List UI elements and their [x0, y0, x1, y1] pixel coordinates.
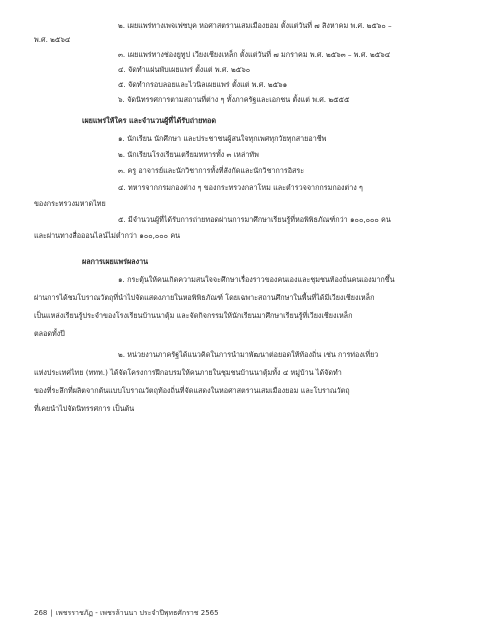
result-2-line-4: ที่เคยนำไปจัดนิทรรศการ เป็นต้น	[34, 404, 135, 413]
result-1-line-1: ๑. กระตุ้นให้คนเกิดความสนใจจะศึกษาเรื่องราวของคนเองและชุมชนท้องถิ่นคนเองมากขึ้น	[118, 275, 395, 284]
channel-item-3: ๓. เผยแพร่ทางช่องยูทูป เวียงเชียงเหล็ก ตั้งแต่วันที่ ๗ มกราคม พ.ศ. ๒๕๖๓ – พ.ศ. ๒๕๖๔	[118, 50, 391, 59]
audience-item-4-line-1: ๔. ทหารจากกรมกองต่าง ๆ ของกระทรวงกลาโหม และตำรวจจากกรมกองต่าง ๆ	[118, 183, 363, 192]
audience-item-3: ๓. ครู อาจารย์และนักวิชาการทั้งที่สังกัดและนักวิชาการอิสระ	[118, 166, 305, 175]
result-2-line-3: ของที่ระลึกที่ผลิตจากต้นแบบโบราณวัตถุท้องถิ่นที่จัดแสดงในหอศาสตรานเสมเมืองยอม และโบราณวัตถุ	[34, 386, 350, 395]
channel-item-5: ๕. จัดทำกรอบลอยและไวนิลเผยแพร่ ตั้งแต่ พ.ศ. ๒๕๖๑	[118, 80, 288, 89]
audience-item-2: ๒. นักเรียนโรงเรียนเตรียมทหารทั้ง ๓ เหล่าทัพ	[118, 150, 259, 159]
result-2-line-2: แห่งประเทศไทย (ททท.) ได้จัดโครงการฝึกอบรมให้คนภายในชุมชนบ้านนาตุ้มทั้ง ๔ หมู่บ้าน ได้จัดทำ	[34, 368, 342, 377]
channel-item-2-line-1: ๒. เผยแพร่ทางเพจเฟซบุค หอศาสตรานเสมเมืองยอม ตั้งแต่วันที่ ๗ สิงหาคม พ.ศ. ๒๕๖๐ –	[118, 21, 392, 30]
result-1-line-4: ตลอดทั้งปี	[34, 329, 65, 338]
result-1-line-3: เป็นแหล่งเรียนรู้ประจำของโรงเรียนบ้านนาตุ้ม และจัดกิจกรรมให้นักเรียนมาศึกษาเรียนรู้ที่เวียงเชียงเหล็ก	[34, 311, 353, 320]
result-2-line-1: ๒. หน่วยงานภาครัฐได้แนวคิดในการนำมาพัฒนาต่อยอดให้ท้องถิ่น เช่น การท่องเที่ยว	[118, 350, 379, 359]
result-1-line-2: ผ่านการได้ชมโบราณวัตถุที่นำไปจัดแสดงภายในหอพิพิธภัณฑ์ โดยเฉพาะสถานศึกษาในพื้นที่ได้มีเวียงเชียงเหล็ก	[34, 293, 375, 302]
page-footer	[34, 608, 219, 618]
channel-item-4: ๔. จัดทำแผ่นพับเผยแพร่ ตั้งแต่ พ.ศ. ๒๕๖๐	[118, 65, 251, 74]
results-heading: ผลการเผยแพร่ผลงาน	[82, 257, 149, 266]
audience-heading: เผยแพร่ให้ใคร และจำนวนผู้ที่ได้รับถ่ายทอด	[82, 116, 217, 125]
page-number: 268	[34, 609, 48, 617]
audience-item-5-line-1: ๕. มีจำนวนผู้ที่ได้รับการถ่ายทอดผ่านการมาศึกษาเรียนรู้ที่หอพิพิธภัณฑ์กว่า ๑๐๐,๐๐๐ คน	[118, 215, 391, 224]
channel-item-6: ๖. จัดนิทรรศการตามสถานที่ต่าง ๆ ทั้งภาครัฐและเอกชน ตั้งแต่ พ.ศ. ๒๕๕๕	[118, 95, 350, 104]
channel-item-2-line-2: พ.ศ. ๒๕๖๔	[34, 35, 71, 44]
footer-separator: |	[50, 609, 53, 617]
audience-item-5-line-2: และผ่านทางสื่อออนไลน์ไม่ต่ำกว่า ๑๐๐,๐๐๐ คน	[34, 231, 181, 240]
audience-item-1: ๑. นักเรียน นักศึกษา และประชาชนผู้สนใจทุกเพศทุกวัยทุกสายอาชีพ	[118, 134, 327, 143]
audience-item-4-line-2: ของกระทรวงมหาดไทย	[34, 199, 106, 208]
publication-title: เพชรราชภัฏ - เพชรล้านนา ประจำปีพุทธศักราช 2565	[55, 609, 219, 617]
